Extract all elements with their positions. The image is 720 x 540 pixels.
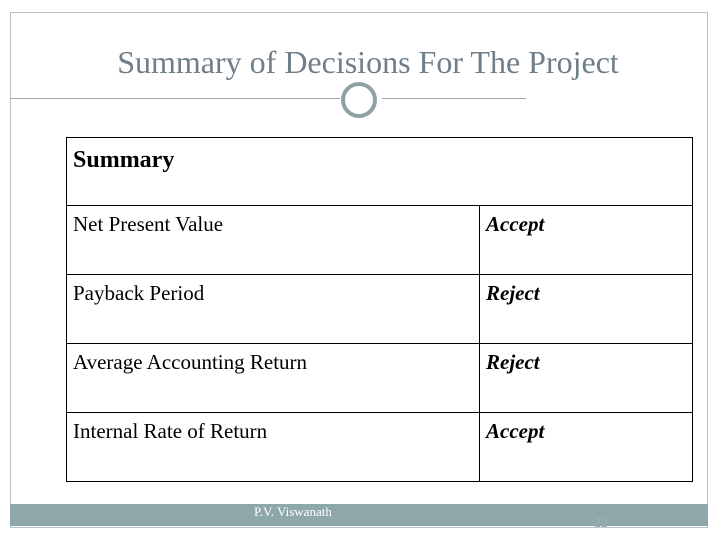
table-row: [67, 206, 693, 275]
footer-author: P.V. Viswanath: [254, 504, 332, 519]
table-header-cell: Summary: [67, 138, 693, 206]
page-number: 22: [594, 516, 608, 531]
decision-cell: Accept: [480, 206, 693, 275]
decision-cell: Reject: [480, 275, 693, 344]
decision-cell: Accept: [480, 413, 693, 482]
table-row: [67, 275, 693, 344]
decision-cell: Reject: [480, 344, 693, 413]
title-divider-left: [10, 98, 340, 99]
criterion-cell: Net Present Value: [67, 206, 480, 275]
criterion-cell: Average Accounting Return: [67, 344, 480, 413]
summary-table: [66, 137, 693, 482]
table-row: [67, 413, 693, 482]
table-row: [67, 344, 693, 413]
table-header-row: [67, 138, 693, 206]
slide-title: Summary of Decisions For The Project: [117, 44, 619, 80]
title-divider-right: [382, 98, 526, 99]
criterion-cell: Payback Period: [67, 275, 480, 344]
title-circle-ornament: [341, 82, 377, 118]
criterion-cell: Internal Rate of Return: [67, 413, 480, 482]
